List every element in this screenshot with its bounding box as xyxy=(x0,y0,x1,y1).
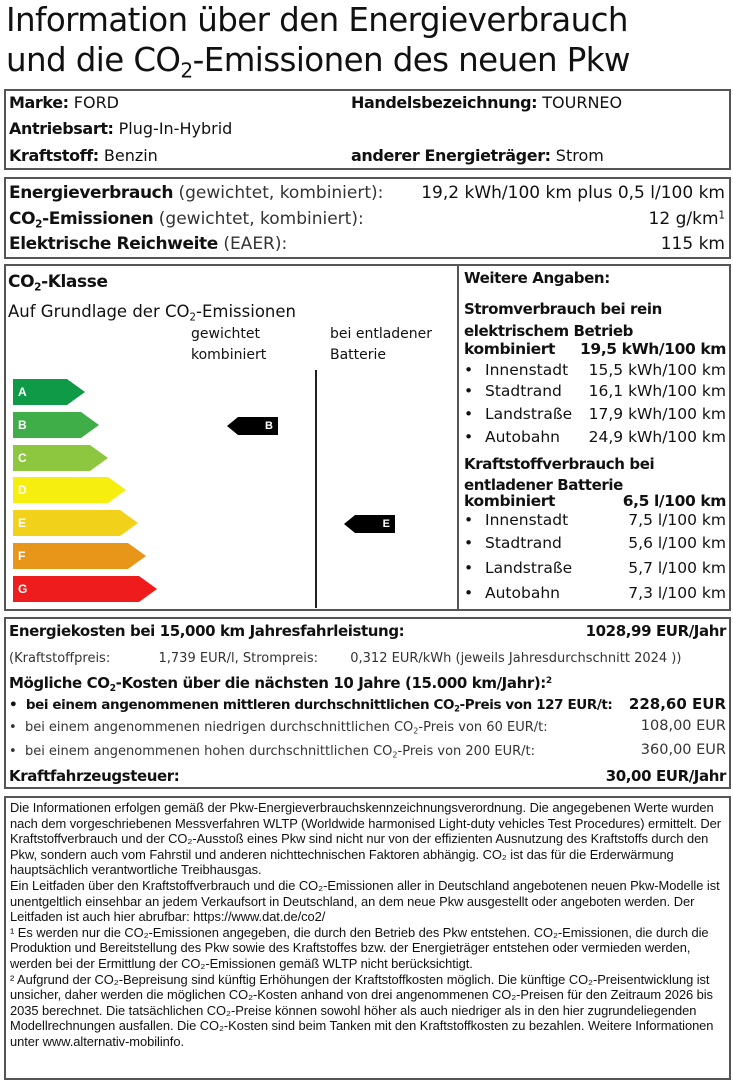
legal-footnote-1: ¹ Es werden nur die CO₂-Emissionen angegeben, die durch den Betrieb des Pkw entstehen. CO₂-Emissionen, die durch die Produktion und Bereitstellung des Pkw sowie des Kraftstoffes bzw. der Energieträger entstehen oder vermieden werden, werden bei der Ermittlung der CO₂-Emissionen gemäß WLTP nicht berücksichtigt. xyxy=(10,924,709,971)
weighted-class-value: B xyxy=(238,417,278,435)
electric-row-label: Stadtrand xyxy=(485,382,562,400)
class-bar-c-tip xyxy=(90,445,108,471)
bullet-icon: • xyxy=(464,559,474,577)
fuel-combined-value: 6,5 l/100 km xyxy=(622,492,726,510)
column-discharged-line-1: bei entladener xyxy=(330,326,433,342)
legal-paragraph-wltp: Die Informationen erfolgen gemäß der Pkw-Energieverbrauchskennzeichnungsverordnung. Die angegebenen Werte wurden nach dem vorgeschriebenen Messverfahren WLTP (Worldwide harmonised Light-duty vehicles Test Procedures) ermittelt. Der Kraftstoffverbrauch und der CO₂-Ausstoß eines Pkw sind nicht nur von der effizienten Ausnutzung des Kraftstoffs durch den Pkw, sondern auch vom Fahrstil und anderen nichttechnischen Faktoren abhängig. CO₂ ist das für die Erderwärmung hauptsächlich verantwortliche Treibhausgas. xyxy=(10,800,722,878)
scenario-text-suffix: -Preis von 127 EUR/t: xyxy=(459,697,613,713)
scenario-text-suffix: -Preis von 200 EUR/t: xyxy=(397,744,535,759)
co2-costs-footnote-marker: 2 xyxy=(545,676,552,687)
fuel-row-value: 7,5 l/100 km xyxy=(628,511,726,529)
discharged-class-marker xyxy=(344,515,395,533)
class-bar-g-label: G xyxy=(13,576,139,602)
electric-row-label: Landstraße xyxy=(485,405,573,423)
co2-emissions-value xyxy=(649,209,725,229)
co2-scenario-medium-value: 228,60 EUR xyxy=(628,695,726,713)
bullet-icon: • xyxy=(464,584,474,602)
bullet-icon: • xyxy=(9,744,17,759)
electric-range-label xyxy=(9,234,287,254)
fuel-row-value: 5,6 l/100 km xyxy=(628,534,726,552)
energy-label: Energieverbrauch xyxy=(9,183,174,203)
fuel-consumption-heading xyxy=(464,454,654,496)
co2-qualifier: (gewichtet, kombiniert): xyxy=(158,209,364,229)
class-bar-b-label: B xyxy=(13,412,81,438)
electric-combined-label: kombiniert xyxy=(464,340,556,358)
co2-class-subtitle-text: Auf Grundlage der CO xyxy=(8,302,190,321)
further-details-box xyxy=(457,264,731,611)
co2-scenario-high: • bei einem angenommenen hohen durchschnittlichen $CO_2$-Preis von 200 EUR/t: xyxy=(9,744,535,760)
power-price-value: 0,312 EUR/kWh (jeweils Jahresdurchschnitt 2024 )) xyxy=(350,651,682,666)
class-bar-b xyxy=(13,412,99,438)
class-bar-e xyxy=(13,510,138,536)
bullet-icon: • xyxy=(464,405,474,423)
electric-row-label: Autobahn xyxy=(485,428,560,446)
costs-box xyxy=(4,617,731,789)
fuel-price-label: (Kraftstoffpreis: xyxy=(9,651,111,666)
discharged-marker-arrow xyxy=(344,515,355,533)
class-bar-e-label: E xyxy=(13,510,120,536)
drive-value: Plug-In-Hybrid xyxy=(118,119,233,138)
class-bar-a xyxy=(13,379,85,405)
class-bar-f-label: F xyxy=(13,543,128,569)
range-label: Elektrische Reichweite xyxy=(9,234,218,254)
scenario-text: bei einem angenommenen niedrigen durchschnittlichen CO xyxy=(24,720,414,735)
co2-emissions-label xyxy=(9,209,364,229)
co2-class-heading xyxy=(8,272,108,292)
bullet-icon: • xyxy=(464,361,474,379)
title-line-2 xyxy=(6,40,630,83)
fuel-row xyxy=(9,146,158,165)
class-bar-g-tip xyxy=(139,576,157,602)
brand-value: FORD xyxy=(73,93,119,112)
co2-label-text: CO xyxy=(9,209,36,229)
electric-combined-value: 19,5 kWh/100 km xyxy=(580,340,726,358)
other-energy-row xyxy=(351,146,604,165)
co2-scenario-low: • bei einem angenommenen niedrigen durchschnittlichen $CO_2$-Preis von 60 EUR/t: xyxy=(9,720,548,736)
bullet-icon: • xyxy=(464,382,474,400)
class-bar-a-label: A xyxy=(13,379,67,405)
co2-class-box xyxy=(4,264,459,611)
title-line-2-suffix: -Emissionen des neuen Pkw xyxy=(192,41,630,79)
electric-row-label: Innenstadt xyxy=(485,361,569,379)
co2-class-heading-suffix: -Klasse xyxy=(41,272,108,292)
electric-heading-line-1: Stromverbrauch bei rein xyxy=(464,300,662,318)
fuel-heading-line-1: Kraftstoffverbrauch bei xyxy=(464,455,655,473)
class-bar-d-label: D xyxy=(13,477,108,503)
electric-row-value: 16,1 kWh/100 km xyxy=(588,382,726,400)
fuel-row-value: 7,3 l/100 km xyxy=(628,584,726,602)
class-bar-d xyxy=(13,477,126,503)
bullet-icon: • xyxy=(464,511,474,529)
title-line-1: Information über den Energieverbrauch xyxy=(6,1,628,39)
column-weighted-line-1: gewichtet xyxy=(191,326,261,342)
class-bar-c-label: C xyxy=(13,445,90,471)
scenario-text-suffix: -Preis von 60 EUR/t: xyxy=(418,720,548,735)
energy-cost-value: 1028,99 EUR/Jahr xyxy=(585,622,726,640)
title-line-2-text: und die CO xyxy=(6,41,181,79)
other-energy-label: anderer Energieträger: xyxy=(351,146,551,165)
fuel-row-label: Stadtrand xyxy=(485,534,562,552)
trade-name-label: Handelsbezeichnung: xyxy=(351,93,538,112)
bullet-icon: • xyxy=(464,428,474,446)
co2-scenario-high-value: 360,00 EUR xyxy=(640,742,726,758)
electric-consumption-heading xyxy=(464,298,662,342)
class-bar-f xyxy=(13,543,146,569)
electric-row-value: 24,9 kWh/100 km xyxy=(588,428,726,446)
fuel-row-value: 5,7 l/100 km xyxy=(628,559,726,577)
electric-row-value: 17,9 kWh/100 km xyxy=(588,405,726,423)
column-discharged-header xyxy=(330,324,432,366)
co2-class-heading-subscript: 2 xyxy=(34,281,42,294)
co2-class-subtitle xyxy=(8,302,296,324)
class-bar-e-tip xyxy=(120,510,138,536)
scenario-text: bei einem angenommenen mittleren durchschnittlichen CO xyxy=(25,697,455,713)
fuel-combined-label: kombiniert xyxy=(464,492,556,510)
co2-costs-heading-text: Mögliche CO xyxy=(9,674,110,692)
energy-consumption-label xyxy=(9,183,383,203)
class-bar-c xyxy=(13,445,108,471)
co2-class-subtitle-suffix: -Emissionen xyxy=(196,302,296,321)
bullet-icon: • xyxy=(9,697,18,713)
co2-class-heading-text: CO xyxy=(8,272,35,292)
vehicle-tax-label: Kraftfahrzeugsteuer: xyxy=(9,767,180,785)
electric-heading-line-2: elektrischem Betrieb xyxy=(464,322,633,340)
fuel-row-label: Innenstadt xyxy=(485,511,569,529)
fuel-row-label: Landstraße xyxy=(485,559,573,577)
column-weighted-line-2: kombiniert xyxy=(191,347,267,363)
co2-costs-heading xyxy=(9,674,552,692)
title-subscript: 2 xyxy=(180,58,193,83)
brand-row xyxy=(9,93,119,112)
legal-notes-box xyxy=(4,796,731,1080)
consumption-box xyxy=(4,177,731,259)
class-bar-b-tip xyxy=(81,412,99,438)
weighted-marker-arrow xyxy=(227,417,238,435)
column-weighted-combined-header xyxy=(191,324,266,366)
column-discharged-line-2: Batterie xyxy=(330,347,387,363)
co2-scenario-low-value: 108,00 EUR xyxy=(640,718,726,734)
class-bar-f-tip xyxy=(128,543,146,569)
co2-subscript: 2 xyxy=(35,218,43,231)
further-details-heading: Weitere Angaben: xyxy=(464,269,610,287)
brand-label: Marke: xyxy=(9,93,69,112)
range-qualifier: (EAER): xyxy=(223,234,288,254)
vehicle-tax-value: 30,00 EUR/Jahr xyxy=(605,767,726,785)
weighted-class-marker xyxy=(227,417,278,435)
fuel-row-label: Autobahn xyxy=(485,584,560,602)
fuel-price-value: 1,739 EUR/l, Strompreis: xyxy=(158,651,318,666)
legal-text xyxy=(10,800,728,1050)
bullet-icon: • xyxy=(9,720,17,735)
fuel-heading-line-2: entladener Batterie xyxy=(464,476,623,494)
fuel-value: Benzin xyxy=(103,146,158,165)
co2-label xyxy=(9,209,153,229)
vehicle-info-box xyxy=(4,89,731,170)
legal-paragraph-guide: Ein Leitfaden über den Kraftstoffverbrauch und die CO₂-Emissionen aller in Deutschland angebotenen neuen Pkw-Modelle ist unentgeltlich einsehbar an jedem Verkaufsort in Deutschland, an dem neue Pkw ausgestellt oder angeboten werden. Der Leitfaden ist auch hier abrufbar: https://www.dat.de/co2/ xyxy=(10,877,720,925)
co2-footnote-marker: 1 xyxy=(718,210,725,222)
drive-label: Antriebsart: xyxy=(9,119,114,138)
trade-name-row xyxy=(351,93,622,112)
discharged-class-value: E xyxy=(355,515,395,533)
electric-range-value: 115 km xyxy=(660,234,725,254)
energy-qualifier: (gewichtet, kombiniert): xyxy=(178,183,384,203)
drive-row xyxy=(9,119,232,138)
co2-label-suffix: -Emissionen xyxy=(42,209,154,229)
bullet-icon: • xyxy=(464,534,474,552)
class-bar-d-tip xyxy=(108,477,126,503)
energy-cost-label: Energiekosten bei 15,000 km Jahresfahrleistung: xyxy=(9,622,405,640)
page-title xyxy=(6,0,630,83)
co2-costs-heading-subscript: 2 xyxy=(109,682,116,694)
scenario-text: bei einem angenommenen hohen durchschnittlichen CO xyxy=(24,744,393,759)
co2-scenario-medium: • bei einem angenommenen mittleren durchschnittlichen $CO_2$-Preis von 127 EUR/t: xyxy=(9,697,613,714)
co2-class-subtitle-subscript: 2 xyxy=(189,312,196,324)
other-energy-value: Strom xyxy=(555,146,604,165)
electric-row-value: 15,5 kWh/100 km xyxy=(588,361,726,379)
co2-value: 12 g/km xyxy=(648,209,719,229)
energy-consumption-value: 19,2 kWh/100 km plus 0,5 l/100 km xyxy=(421,183,725,203)
column-divider xyxy=(315,370,317,608)
fuel-label: Kraftstoff: xyxy=(9,146,99,165)
trade-name-value: TOURNEO xyxy=(542,93,623,112)
class-bar-g xyxy=(13,576,157,602)
class-bar-a-tip xyxy=(67,379,85,405)
co2-costs-heading-suffix: -Kosten über die nächsten 10 Jahre (15.000 km/Jahr): xyxy=(115,674,546,692)
legal-footnote-2: ² Aufgrund der CO₂-Bepreisung sind künftig Erhöhungen der Kraftstoffkosten möglich. Die künftige CO₂-Preisentwicklung ist unsicher, daher werden die möglichen CO₂-Kosten anhand von drei angenommenen CO₂-Preisen für den Zeitraum 2026 bis 2035 berechnet. Die tatsächlichen CO₂-Preise können sowohl höher als auch niedriger als in den hier zugrundeliegenden Modellrechnungen ausfallen. Die CO₂-Kosten sind beim Tanken mit den Kraftstoffkosten zu bezahlen. Weitere Informationen unter www.alternativ-mobilinfo. xyxy=(10,971,714,1049)
price-info-row xyxy=(9,651,681,666)
